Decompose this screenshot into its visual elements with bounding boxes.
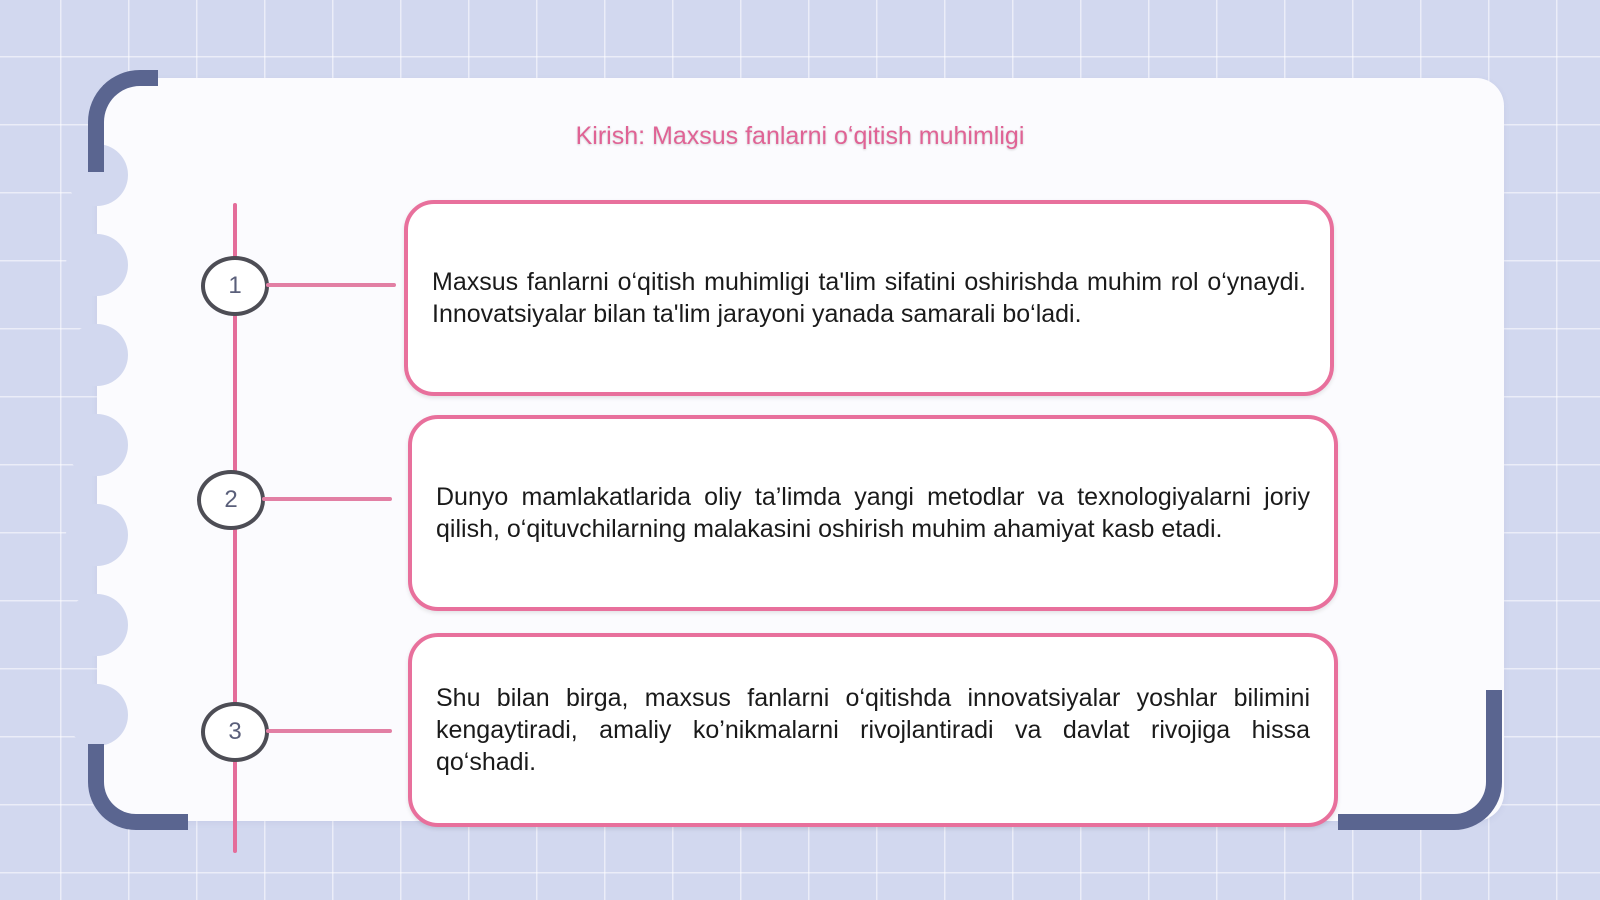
notebook-notch — [66, 414, 128, 476]
step-connector — [266, 729, 392, 733]
notebook-notch — [66, 594, 128, 656]
step-text: Maxsus fanlarni o‘qitish muhimligi ta'lim sifatini oshirishda muhim rol o‘ynaydi. Innovatsiyalar bilan ta'lim jarayoni yanada samarali bo‘ladi. — [432, 268, 1306, 328]
notebook-notch — [66, 684, 128, 746]
step-text: Dunyo mamlakatlarida oliy ta’limda yangi metodlar va texnologiyalarni joriy qilish, o‘qituvchilarning malakasini oshirish muhim ahamiyat kasb etadi. — [436, 483, 1310, 543]
step-text: Shu bilan birga, maxsus fanlarni o‘qitishda innovatsiyalar yoshlar bilimini kengaytiradi, amaliy ko’nikmalarni rivojlantiradi va davlat rivojiga hissa qo‘shadi. — [436, 684, 1310, 776]
step-card — [408, 633, 1338, 827]
step-number-circle: 3 — [201, 702, 269, 762]
step-connector — [266, 283, 396, 287]
slide-title: Kirish: Maxsus fanlarni oʻqitish muhimligi — [575, 122, 1025, 150]
step-connector — [262, 497, 392, 501]
corner-bracket-bottom-right — [1338, 690, 1502, 830]
notebook-notch — [66, 234, 128, 296]
step-card — [404, 200, 1334, 396]
notebook-notch — [66, 324, 128, 386]
corner-bracket-bottom-left — [88, 744, 188, 830]
step-number-circle: 1 — [201, 256, 269, 316]
corner-bracket-top-left — [88, 70, 158, 172]
step-card — [408, 415, 1338, 611]
step-number-circle: 2 — [197, 470, 265, 530]
notebook-notch — [66, 504, 128, 566]
